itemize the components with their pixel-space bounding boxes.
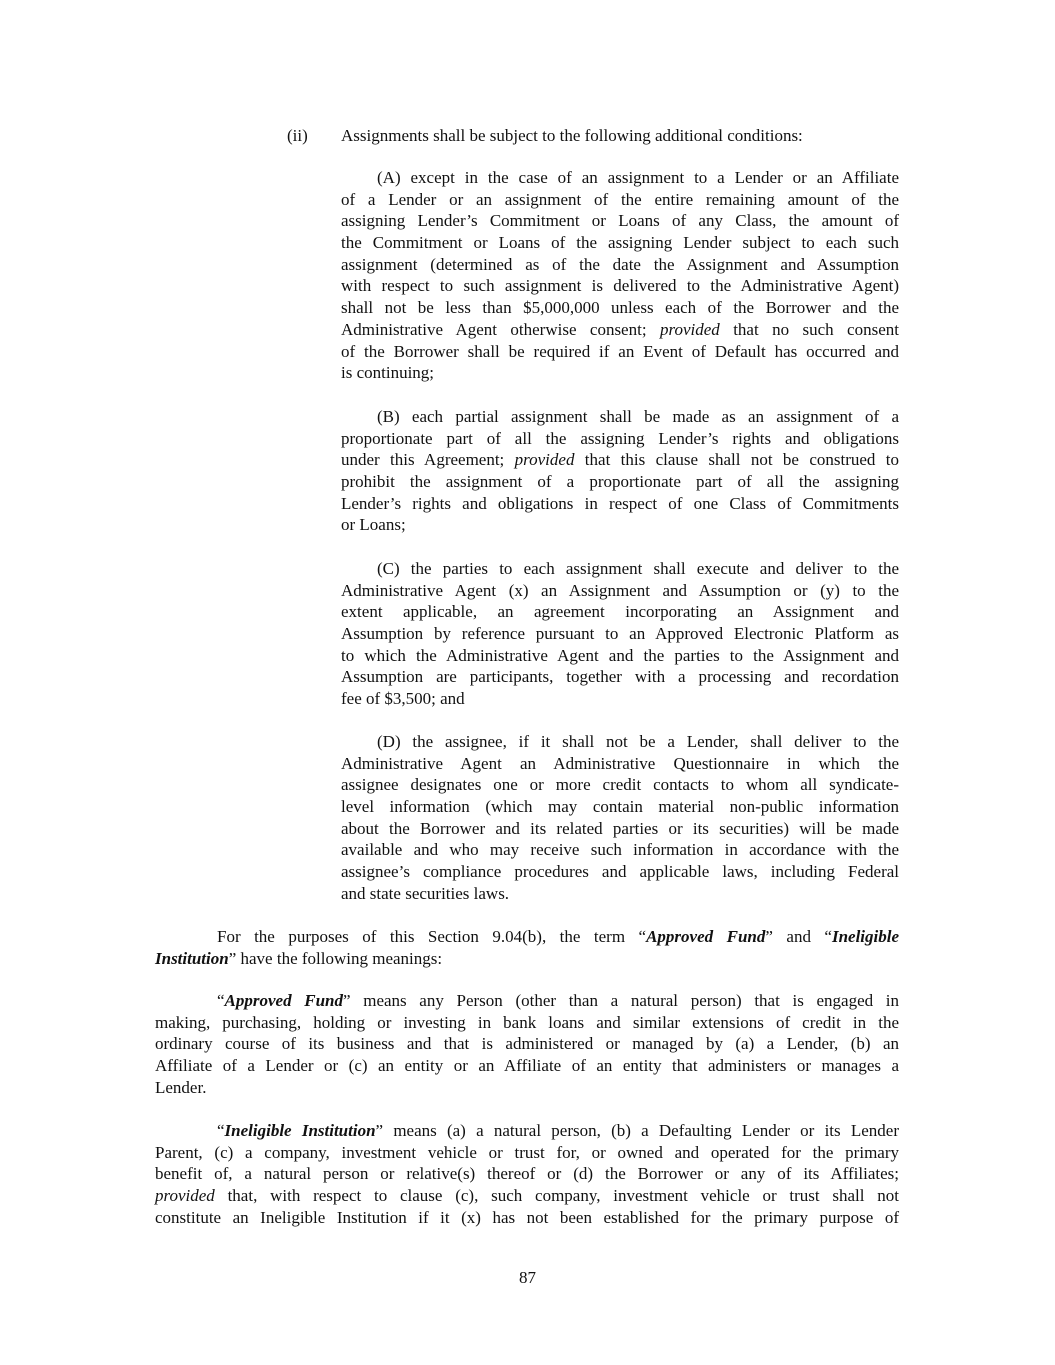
text-line [341,753,899,775]
subsection-text: Assignments shall be subject to the following additional conditions: [341,126,803,145]
text-run: (B) each partial assignment shall be made as an assignment of a [377,407,899,426]
text-run: ” and “ [765,927,832,946]
text-line [341,189,899,211]
text-line [155,948,899,970]
text-line [341,580,899,602]
text-line [155,1207,899,1229]
emphasized-text: Approved Fund [646,927,766,946]
text-line [155,1012,899,1034]
text-run: assignee’s compliance procedures and applicable laws, including Federal [341,862,899,882]
text-run: “ [217,991,225,1010]
text-run: Administrative Agent (x) an Assignment and Assumption or (y) to the [341,580,899,600]
text-run: ” means (a) a natural person, (b) a Defaulting Lender or its Lender [375,1121,899,1140]
text-run: assignee designates one or more credit contacts to whom all syndicate- [341,775,899,795]
text-line [341,601,899,623]
text-line [341,623,899,645]
text-run: (A) except in the case of an assignment to a Lender or an Affiliate [377,168,899,187]
text-run: about the Borrower and its related parties or its securities) will be made [341,818,899,838]
text-run: ” have the following meanings: [228,948,443,968]
text-line [341,883,899,905]
emphasized-text: Ineligible Institution [224,1121,376,1140]
text-run: (C) the parties to each assignment shall execute and deliver to the [377,559,899,578]
text-run: benefit of, a natural person or relative(s) thereof or (d) the Borrower or any of its Affiliates; [155,1164,899,1184]
text-run: Administrative Agent an Administrative Questionnaire in which the [341,753,899,773]
text-line [341,514,899,536]
text-line [155,926,899,948]
text-line [341,666,899,688]
emphasized-text: provided [155,1186,215,1206]
text-line [341,341,899,363]
text-line [341,731,899,753]
emphasized-text: provided [659,319,720,339]
text-run: and state securities laws. [341,883,510,903]
text-run: Lender. [155,1077,207,1097]
text-line [155,1120,899,1142]
text-run: assignment (determined as of the date the Assignment and Assumption [341,254,899,274]
page-number: 87 [519,1268,536,1287]
text-run: shall not be less than $5,000,000 unless each of the Borrower and the [341,298,899,318]
clause-c [341,558,899,710]
emphasized-text: Ineligible [831,927,900,946]
text-run: to which the Administrative Agent and the parties to the Assignment and [341,645,899,665]
text-line [341,275,899,297]
text-run: of a Lender or an assignment of the entire remaining amount of the [341,189,899,209]
text-run: For the purposes of this Section 9.04(b), the term “ [217,927,647,946]
text-line [341,254,899,276]
text-line [155,1185,899,1207]
text-run: prohibit the assignment of a proportionate part of all the assigning [341,472,899,492]
text-run: or Loans; [341,515,406,535]
text-run: Administrative Agent otherwise consent; [341,319,660,339]
text-line [155,990,899,1012]
text-line [155,1163,899,1185]
approved-fund-definition [155,990,899,1098]
text-run: under this Agreement; [341,450,515,470]
clause-b [341,406,899,536]
text-line [155,1142,899,1164]
text-run: Assumption by reference pursuant to an Approved Electronic Platform as [341,624,899,644]
text-line [341,428,899,450]
text-run: that this clause shall not be construed to [574,450,900,470]
text-run: proportionate part of all the assigning Lender’s rights and obligations [341,428,899,448]
text-run: Parent, (c) a company, investment vehicle or trust for, or owned and operated for the primary [155,1142,899,1162]
text-line [341,406,899,428]
text-run: extent applicable, an agreement incorporating an Assignment and [341,602,899,622]
text-line [341,471,899,493]
text-run: (D) the assignee, if it shall not be a Lender, shall deliver to the [377,732,899,751]
text-run: fee of $3,500; and [341,689,465,709]
purposes-paragraph [155,926,899,969]
emphasized-text: provided [514,450,575,470]
emphasized-text: Institution [155,948,229,968]
ineligible-institution-definition [155,1120,899,1228]
text-run: constitute an Ineligible Institution if it (x) has not been established for the primary purpose of [155,1207,899,1227]
text-run: ” means any Person (other than a natural person) that is engaged in [343,991,900,1010]
text-run: is continuing; [341,363,435,383]
text-line [341,362,899,384]
text-line [341,558,899,580]
clause-d [341,731,899,905]
text-run: with respect to such assignment is delivered to the Administrative Agent) [341,276,899,296]
emphasized-text: Approved Fund [224,991,344,1010]
subsection-number: (ii) [287,126,308,145]
text-run: of the Borrower shall be required if an Event of Default has occurred and [341,341,899,361]
text-run: Assumption are participants, together with a processing and recordation [341,667,899,687]
text-line [341,319,899,341]
text-line [341,861,899,883]
text-line [341,774,899,796]
text-line [155,1077,899,1099]
text-line [155,1055,899,1077]
text-line [341,210,899,232]
text-line [341,688,899,710]
text-line [341,232,899,254]
text-run: “ [217,1121,225,1140]
clause-a [341,167,899,384]
text-run: ordinary course of its business and that is administered or managed by (a) a Lender, (b) an [155,1034,899,1054]
text-line [341,645,899,667]
text-run: that no such consent [719,319,899,339]
text-line [341,297,899,319]
text-line [341,796,899,818]
text-run: available and who may receive such information in accordance with the [341,840,899,860]
text-run: making, purchasing, holding or investing in bank loans and similar extensions of credit in the [155,1012,899,1032]
text-run: level information (which may contain material non-public information [341,797,899,817]
text-line [341,449,899,471]
text-run: Affiliate of a Lender or (c) an entity or an Affiliate of an entity that administers or manages a [155,1056,899,1076]
text-line [341,839,899,861]
text-line [341,167,899,189]
text-run: that, with respect to clause (c), such company, investment vehicle or trust shall not [214,1186,899,1206]
text-run: the Commitment or Loans of the assigning Lender subject to each such [341,233,899,253]
text-line [341,493,899,515]
text-run: Lender’s rights and obligations in respect of one Class of Commitments [341,493,899,513]
text-line [341,818,899,840]
text-run: assigning Lender’s Commitment or Loans of any Class, the amount of [341,211,899,231]
text-line [155,1033,899,1055]
